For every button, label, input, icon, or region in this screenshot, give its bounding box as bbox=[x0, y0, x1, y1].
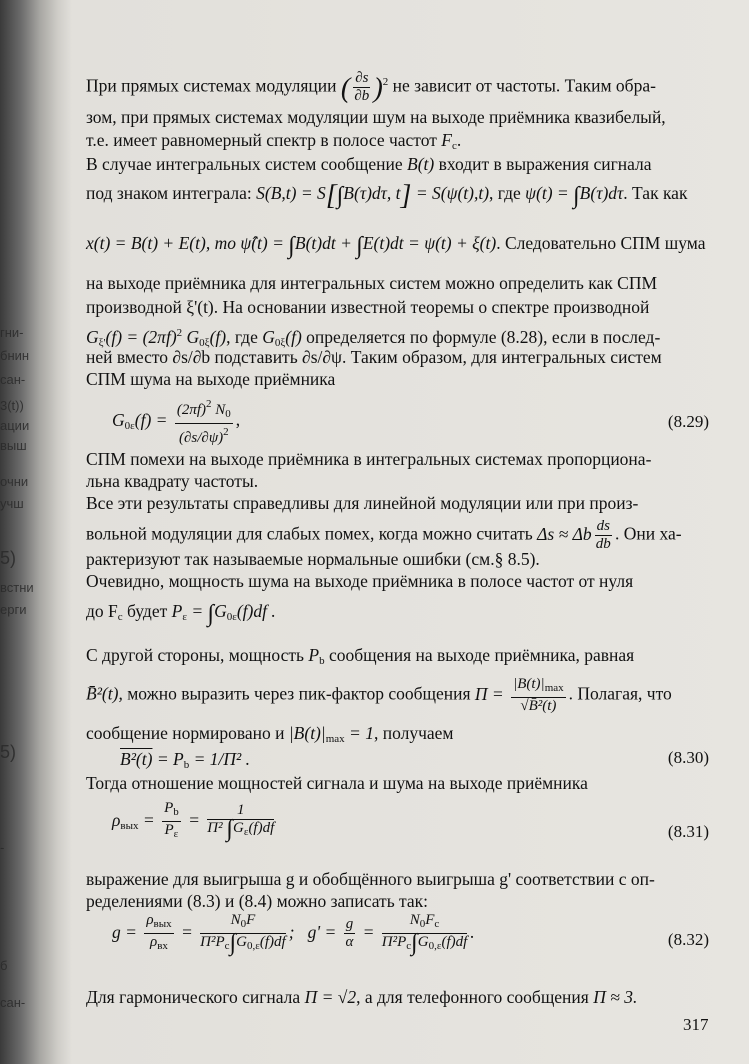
formula-s-integral: S(B,t) = S[∫B(τ)dτ, t] = S(ψ(t),t) bbox=[256, 180, 490, 211]
formula-normalized: $|B(t)|_{max} = 1$ bbox=[288, 723, 374, 745]
text-line bbox=[86, 70, 709, 105]
text-line: на выходе приёмника для интегральных систем можно определить как СПМ bbox=[86, 273, 658, 293]
text-line: до $F_c$ будет $P_\varepsilon = \int G_{0\varepsilon}(f)df$ . bbox=[86, 601, 276, 627]
formula-g0xi: $G_{0\xi}(f)$ bbox=[262, 327, 302, 349]
equation-number: (8.29) bbox=[667, 412, 709, 431]
text-line: сообщение нормировано и $|B(t)|_{max} = 1$, получаем bbox=[86, 723, 454, 745]
formula-ds-db-squared: ( $\frac{\partial s}{\partial b}$ )$^2$ bbox=[340, 70, 389, 104]
equation-8-29: $G_{0\varepsilon}(f)$ = $\frac{(2\pi f)^2 N_0}{(\partial s/\partial\psi)^2}$ , bbox=[112, 398, 241, 446]
formula-psi-hat: ψ̂(t) = ∫B(t)dt + ∫E(t)dt = ψ(t) + ξ(t) bbox=[240, 233, 497, 259]
formula-peak-factor: Π = $\frac{|B(t)|_{max}}{\text{√B̄²(t)}}$ bbox=[474, 676, 564, 714]
text-line: ней вместо ∂s/∂b подставить ∂s/∂ψ. Таким образом, для интегральных систем bbox=[86, 347, 662, 367]
text-line: x(t) = B(t) + E(t), то ψ̂(t) = ∫B(t)dt + ∫E(t)dt = ψ(t) + ξ(t). Следовательно СПМ шума bbox=[86, 233, 706, 259]
gutter-fragment: гни- bbox=[0, 325, 24, 340]
gutter-fragment: выш bbox=[0, 438, 27, 453]
text-line: СПМ помехи на выходе приёмника в интегральных системах пропорциона- bbox=[86, 449, 652, 469]
text-line: $G_{\xi'}(f) = (2\pi f)^2$ $G_{0\xi}(f)$, где $G_{0\xi}(f)$ определяется по формуле (8.28), если в послед- bbox=[86, 327, 661, 349]
equation-number: (8.31) bbox=[667, 822, 709, 841]
formula-fc: $F_c$ bbox=[441, 130, 457, 152]
text-line: производной ξ'(t). На основании известной теоремы о спектре производной bbox=[86, 297, 650, 317]
text-line: СПМ шума на выходе приёмника bbox=[86, 369, 336, 389]
equation-number: (8.32) bbox=[667, 930, 709, 949]
formula-psi: ψ(t) = ∫B(τ)dτ bbox=[525, 183, 624, 209]
text-run: входит в выражения сигнала bbox=[438, 154, 652, 174]
gutter-fragment: учш bbox=[0, 496, 24, 511]
text-line: B̄²(t), можно выразить через пик-фактор сообщения Π = $\frac{|B(t)|_{max}}{\text{√B̄²(t)}}$ . Полагая, что bbox=[86, 676, 672, 714]
gutter-fragment: встни bbox=[0, 580, 34, 595]
gutter-fragment: - bbox=[0, 840, 5, 855]
text-line: вольной модуляции для слабых помех, когда можно считать Δs ≈ Δb $\frac{ds}{db}$ . Они ха- bbox=[86, 518, 682, 552]
text-line: Очевидно, мощность шума на выходе приёмника в полосе частот от нуля bbox=[86, 571, 634, 591]
gutter-fragment: бнин bbox=[0, 348, 30, 363]
gutter-fragment: ерги bbox=[0, 602, 27, 617]
formula-gxi-prime: $G_{\xi'}(f) = (2\pi f)^2$ $G_{0\xi}(f)$ bbox=[86, 327, 227, 349]
formula-bt: B(t) bbox=[407, 154, 435, 174]
gutter-fragment: ации bbox=[0, 418, 30, 433]
gutter-fragment: 5) bbox=[0, 742, 17, 762]
text-line: С другой стороны, мощность $P_b$ сообщения на выходе приёмника, равная bbox=[86, 645, 635, 667]
text-run: не зависит от частоты. Таким обра- bbox=[392, 75, 656, 96]
gutter-fragment: сан- bbox=[0, 995, 26, 1010]
text-line: т.е. имеет равномерный спектр в полосе частот $F_c$. bbox=[86, 130, 462, 152]
text-run: под знаком интеграла: bbox=[86, 183, 252, 203]
text-line: льна квадрату частоты. bbox=[86, 471, 259, 491]
gutter-fragment: б bbox=[0, 958, 8, 973]
text-line bbox=[86, 153, 709, 175]
equation-8-31: $\rho_{вых}$ = $\frac{P_b}{P_\varepsilon}$ = $\frac{1}{\Pi^2 \int G_\varepsilon(f)df}$ bbox=[112, 800, 275, 842]
text-run: В случае интегральных систем сообщение bbox=[86, 154, 403, 174]
text-line: ределениями (8.3) и (8.4) можно записать так: bbox=[86, 891, 429, 911]
text-run: т.е. имеет равномерный спектр в полосе частот bbox=[86, 130, 437, 150]
text-line: Для гармонического сигнала Π = √2, а для телефонного сообщения Π ≈ 3. bbox=[86, 987, 638, 1007]
equation-8-32: g = $\frac{\rho_{вых}}{\rho_{вх}}$ = $\frac{N_0F}{\Pi^2P_c\int G_{0,\varepsilon}(f)df}$ ; g' = $\frac{g}{\alpha}$ = $\frac{N_0F_c}{\Pi^2P_c\int G_{0,\varepsilon}(f)df}$ . bbox=[112, 912, 475, 956]
text-line: выражение для выигрыша g и обобщённого выигрыша g' соответствии с оп- bbox=[86, 869, 655, 889]
formula-delta-s: Δs ≈ Δb $\frac{ds}{db}$ bbox=[537, 518, 611, 552]
equation-number: (8.30) bbox=[667, 748, 709, 767]
gutter-fragment: 5) bbox=[0, 548, 17, 568]
text-line: под знаком интеграла: S(B,t) = S[∫B(τ)dτ, t] = S(ψ(t),t), где ψ(t) = ∫B(τ)dτ. Так как bbox=[86, 180, 688, 211]
text-line: Все эти результаты справедливы для линейной модуляции или при произ- bbox=[86, 493, 639, 513]
gutter-fragment: очни bbox=[0, 474, 29, 489]
text-line: Тогда отношение мощностей сигнала и шума на выходе приёмника bbox=[86, 773, 588, 793]
text-line: зом, при прямых системах модуляции шум на выходе приёмника квазибелый, bbox=[86, 107, 666, 127]
equation-8-30: $B^2(t) = P_b = 1/\Pi^2$ . bbox=[120, 749, 251, 771]
gutter-fragment: 3(t)) bbox=[0, 398, 24, 413]
formula-p-noise: $P_\varepsilon = \int G_{0\varepsilon}(f)df$ . bbox=[171, 601, 276, 627]
text-run: При прямых системах модуляции bbox=[86, 75, 337, 96]
page-number: 317 bbox=[683, 1015, 709, 1034]
gutter-fragment: сан- bbox=[0, 372, 26, 387]
text-run: x(t) = B(t) + E(t), то bbox=[86, 233, 236, 253]
text-line: рактеризуют так называемые нормальные ошибки (см.§ 8.5). bbox=[86, 549, 540, 569]
